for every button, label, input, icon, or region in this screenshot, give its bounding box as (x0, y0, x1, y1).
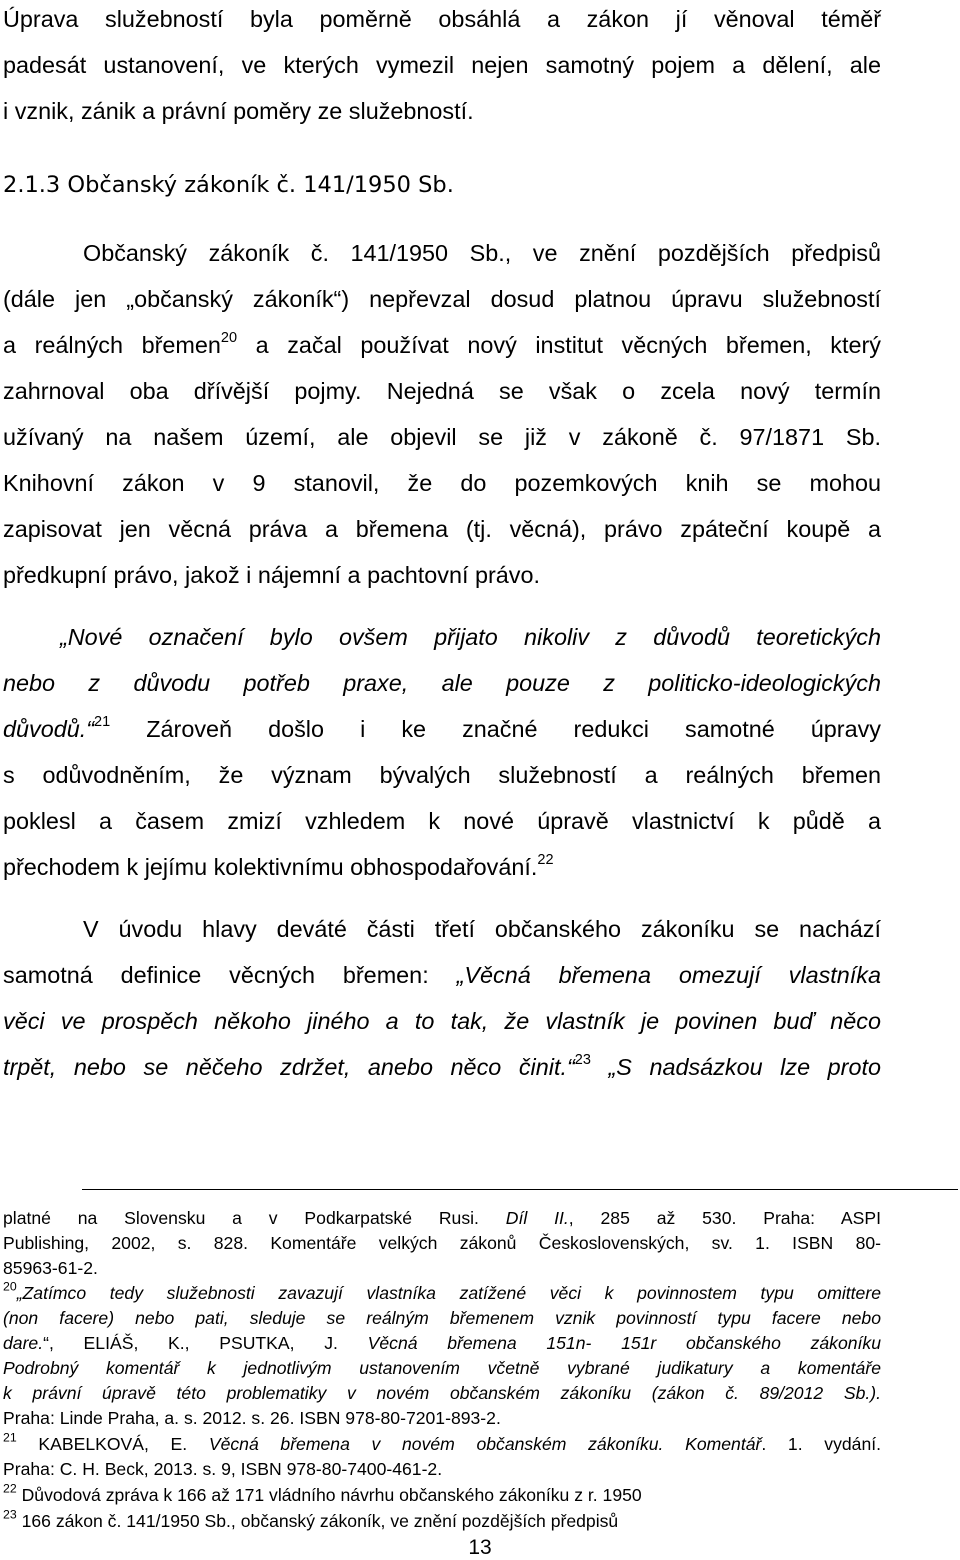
text-span: Praha: Linde Praha, a. s. 2012. s. 26. ISBN 978-80-7201-893-2. (3, 1408, 501, 1428)
italic-text: dare. (3, 1333, 44, 1353)
footnote-line (3, 1457, 881, 1481)
text-span: samotná definice věcných břemen: (3, 962, 457, 988)
section-heading (3, 170, 881, 200)
footnote-number: 21 (3, 1430, 17, 1445)
body-line (3, 668, 881, 698)
body-line (3, 330, 881, 360)
text-span: “, ELIÁŠ, K., PSUTKA, J. (43, 1333, 368, 1353)
body-line (3, 560, 881, 590)
footnote-line (3, 1356, 881, 1380)
footnote-ref[interactable]: 22 (537, 852, 554, 869)
footnote-line (3, 1256, 881, 1280)
text-span: předkupní právo, jakož i nájemní a pachtovní právo. (3, 562, 541, 588)
footnote-separator (82, 1189, 958, 1190)
footnote-20 (3, 1281, 881, 1305)
body-line (83, 238, 881, 268)
italic-text: Věcná břemena v novém občanském zákoníku. Komentář (208, 1434, 762, 1454)
quote-text: trpět, nebo se něčeho zdržet, anebo něco činit.“ (3, 1054, 575, 1080)
body-line (3, 1052, 881, 1082)
text-span: platné na Slovensku a v Podkarpatské Rusi. (3, 1208, 506, 1228)
italic-text: (non facere) nebo pati, sleduje se reálným břemenem vznik povinností typu facere nebo (3, 1308, 881, 1328)
text-span: Zároveň došlo i ke značné redukci samotné úpravy (110, 716, 881, 742)
body-line (3, 50, 881, 80)
italic-text: Věcná břemena 151n- 151r občanského zákoníku (367, 1333, 881, 1353)
body-line (3, 284, 881, 314)
body-line (3, 376, 881, 406)
italic-text: k právní úpravě této problematiky v novém občanském zákoníku (zákon č. 89/2012 Sb.). (3, 1383, 881, 1403)
footnote-number: 20 (3, 1279, 17, 1294)
text-span: zapisovat jen věcná práva a břemena (tj. věcná), právo zpáteční koupě a (3, 516, 881, 542)
text-span: i vznik, zánik a právní poměry ze služebností. (3, 98, 474, 124)
footnote-line (3, 1206, 881, 1230)
footnote-23 (3, 1509, 881, 1533)
text-span: 85963-61-2. (3, 1258, 98, 1278)
text-span: padesát ustanovení, ve kterých vymezil nejen samotný pojem a dělení, ale (3, 52, 881, 78)
body-line (3, 468, 881, 498)
text-span: a začal používat nový institut věcných břemen, který (237, 332, 881, 358)
body-line (3, 96, 881, 126)
footnote-line (3, 1406, 881, 1430)
body-line (3, 760, 881, 790)
footnote-line (3, 1381, 881, 1405)
text-span: přechodem k jejímu kolektivnímu obhospodařování. (3, 854, 538, 880)
footnote-21 (3, 1432, 881, 1456)
italic-text: „Zatímco tedy služebnosti zavazují vlastníka zatížené věci k povinnostem typu omittere (16, 1283, 881, 1303)
body-line (3, 714, 881, 744)
body-line (3, 852, 881, 882)
footnote-line (3, 1331, 881, 1355)
text-span: užívaný na našem území, ale objevil se již v zákoně č. 97/1871 Sb. (3, 424, 881, 450)
quote-text: „Věcná břemena omezují vlastníka (456, 962, 881, 988)
body-line (3, 806, 881, 836)
quote-text: důvodů.“ (3, 716, 95, 742)
body-line (3, 422, 881, 452)
text-span: a reálných břemen (3, 332, 221, 358)
text-span: Občanský zákoník č. 141/1950 Sb., ve znění pozdějších předpisů (83, 240, 881, 266)
footnote-ref[interactable]: 20 (220, 330, 238, 347)
quote-text: „S nadsázkou lze proto (590, 1054, 881, 1080)
quote-text: „Nové označení bylo ovšem přijato nikoliv z důvodů teoretických (60, 624, 881, 650)
text-span: . 1. vydání. (761, 1434, 882, 1454)
footnote-ref[interactable]: 21 (94, 714, 111, 731)
text-span: zahrnoval oba dřívější pojmy. Nejedná se však o zcela nový termín (3, 378, 881, 404)
footnote-line (3, 1231, 881, 1255)
footnote-ref[interactable]: 23 (574, 1052, 591, 1069)
body-line (83, 914, 881, 944)
body-line (3, 1006, 881, 1036)
text-span: KABELKOVÁ, E. (16, 1434, 209, 1454)
footnote-line (3, 1306, 881, 1330)
text-span: poklesl a časem zmizí vzhledem k nové úpravě vlastnictví k půdě a (3, 808, 881, 834)
text-span: Publishing, 2002, s. 828. Komentáře velkých zákonů Československých, sv. 1. ISBN 80- (3, 1233, 881, 1253)
text-span: Praha: C. H. Beck, 2013. s. 9, ISBN 978-80-7400-461-2. (3, 1459, 443, 1479)
footnote-22 (3, 1483, 881, 1507)
quote-text: věci ve prospěch někoho jiného a to tak, že vlastník je povinen buď něco (3, 1008, 881, 1034)
italic-text: Díl II. (505, 1208, 569, 1228)
text-span: , 285 až 530. Praha: ASPI (568, 1208, 881, 1228)
body-line (60, 622, 881, 652)
text-span: Knihovní zákon v 9 stanovil, že do pozemkových knih se mohou (3, 470, 881, 496)
text-span: 166 zákon č. 141/1950 Sb., občanský zákoník, ve znění pozdějších předpisů (16, 1511, 619, 1531)
text-span: V úvodu hlavy deváté části třetí občanského zákoníku se nachází (83, 916, 881, 942)
text-span: (dále jen „občanský zákoník“) nepřevzal dosud platnou úpravu služebností (3, 286, 881, 312)
heading-text: 2.1.3 Občanský zákoník č. 141/1950 Sb. (3, 172, 454, 198)
quote-text: nebo z důvodu potřeb praxe, ale pouze z politicko-ideologických (3, 670, 881, 696)
body-line (3, 4, 881, 34)
footnote-number: 23 (3, 1507, 17, 1522)
page-number: 13 (468, 1536, 492, 1559)
body-line (3, 960, 881, 990)
text-span: Důvodová zpráva k 166 až 171 vládního návrhu občanského zákoníku z r. 1950 (16, 1485, 642, 1505)
body-line (3, 514, 881, 544)
italic-text: Podrobný komentář k jednotlivým ustanovením včetně vybrané judikatury a komentáře (3, 1358, 881, 1378)
footnote-number: 22 (3, 1481, 17, 1496)
text-span: Úprava služebností byla poměrně obsáhlá a zákon jí věnoval téměř (3, 6, 881, 32)
text-span: s odůvodněním, že význam bývalých služebností a reálných břemen (3, 762, 881, 788)
